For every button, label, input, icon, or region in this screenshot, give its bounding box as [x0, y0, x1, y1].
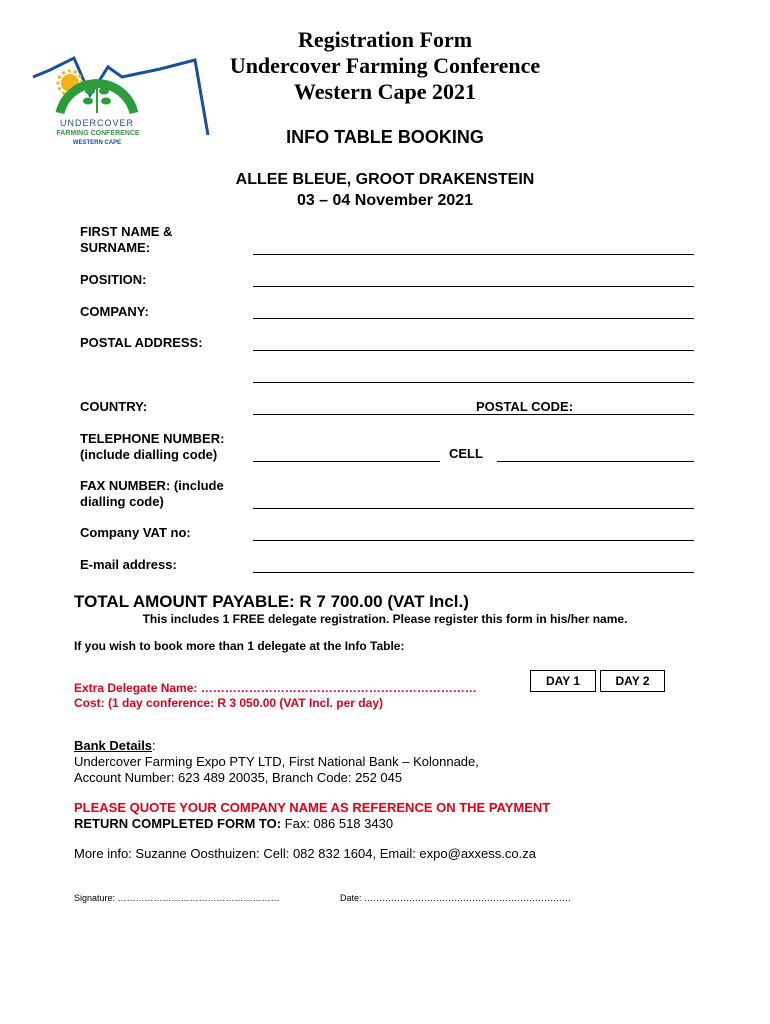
- position-label: POSITION:: [80, 272, 147, 287]
- signature-line[interactable]: Signature: ………………………………………………: [74, 893, 280, 903]
- logo-leaf: [99, 88, 109, 95]
- return-form-label: RETURN COMPLETED FORM TO:: [74, 816, 282, 831]
- fax-label-line1: FAX NUMBER: (include: [80, 478, 224, 493]
- quote-reference-notice: PLEASE QUOTE YOUR COMPANY NAME AS REFERENCE ON THE PAYMENT: [74, 800, 551, 815]
- country-label: COUNTRY:: [80, 399, 148, 414]
- bank-details-line2: Account Number: 623 489 20035, Branch Code: 252 045: [74, 770, 403, 785]
- return-form-line: [74, 816, 393, 831]
- postal-code-label: POSTAL CODE:: [476, 399, 574, 414]
- company-field[interactable]: [253, 318, 694, 319]
- email-field[interactable]: [253, 572, 694, 573]
- fax-label-line2: dialling code): [80, 494, 164, 509]
- date-line[interactable]: Date: ……………………………………………………………: [340, 893, 572, 903]
- first-name-field[interactable]: [253, 254, 694, 255]
- telephone-field[interactable]: [253, 461, 440, 462]
- bank-details-heading: [74, 738, 156, 753]
- fax-field[interactable]: [253, 508, 694, 509]
- telephone-label-line1: TELEPHONE NUMBER:: [80, 431, 225, 446]
- includes-free-delegate-note: This includes 1 FREE delegate registration. Please register this form in his/her name.: [142, 612, 628, 626]
- more-delegates-note: If you wish to book more than 1 delegate at the Info Table:: [74, 639, 405, 653]
- extra-delegate-cost: Cost: (1 day conference: R 3 050.00 (VAT Incl. per day): [74, 696, 383, 710]
- logo-text-western-cape: WESTERN CAPE: [72, 140, 122, 146]
- more-info-contact: More info: Suzanne Oosthuizen: Cell: 082 832 1604, Email: expo@axxess.co.za: [74, 846, 536, 861]
- position-field[interactable]: [253, 286, 694, 287]
- logo-text-undercover: UNDERCOVER: [59, 118, 134, 128]
- postal-address-field-line1[interactable]: [253, 350, 694, 351]
- vat-label: Company VAT no:: [80, 525, 191, 540]
- return-fax-number: Fax: 086 518 3430: [281, 816, 394, 831]
- country-postal-code-field[interactable]: [253, 414, 694, 415]
- first-name-label-line1: FIRST NAME &: [80, 224, 173, 239]
- postal-address-label: POSTAL ADDRESS:: [80, 335, 203, 350]
- bank-details-line1: Undercover Farming Expo PTY LTD, First National Bank – Kolonnade,: [74, 754, 479, 769]
- extra-delegate-name: Extra Delegate Name: ……………………………………………………………: [74, 681, 477, 695]
- logo-leaf: [93, 80, 101, 87]
- event-dates: 03 – 04 November 2021: [296, 192, 474, 209]
- logo-leaf: [101, 98, 111, 105]
- postal-address-field-line2[interactable]: [253, 382, 694, 383]
- bank-details-heading-text: Bank Details: [74, 738, 153, 753]
- day2-checkbox[interactable]: DAY 2: [600, 670, 665, 692]
- cell-label: CELL: [449, 446, 483, 461]
- subtitle-info-table-booking: INFO TABLE BOOKING: [286, 127, 484, 147]
- logo-leaf: [83, 98, 93, 105]
- title-conference-name: Undercover Farming Conference: [229, 53, 541, 78]
- day1-checkbox[interactable]: DAY 1: [530, 670, 596, 692]
- vat-field[interactable]: [253, 540, 694, 541]
- title-registration-form: Registration Form: [297, 27, 473, 52]
- email-label: E-mail address:: [80, 557, 177, 572]
- first-name-label-line2: SURNAME:: [80, 240, 151, 255]
- logo-leaf: [85, 88, 95, 95]
- company-label: COMPANY:: [80, 304, 149, 319]
- bank-details-colon: :: [152, 738, 156, 753]
- cell-field[interactable]: [497, 461, 694, 462]
- title-western-cape: Western Cape 2021: [293, 79, 477, 104]
- telephone-label-line2: (include dialling code): [80, 447, 218, 462]
- conference-logo: [30, 55, 215, 155]
- logo-text-farming: FARMING CONFERENCE: [56, 130, 140, 137]
- venue: ALLEE BLEUE, GROOT DRAKENSTEIN: [235, 171, 535, 188]
- total-amount-payable: TOTAL AMOUNT PAYABLE: R 7 700.00 (VAT Incl.): [74, 592, 469, 611]
